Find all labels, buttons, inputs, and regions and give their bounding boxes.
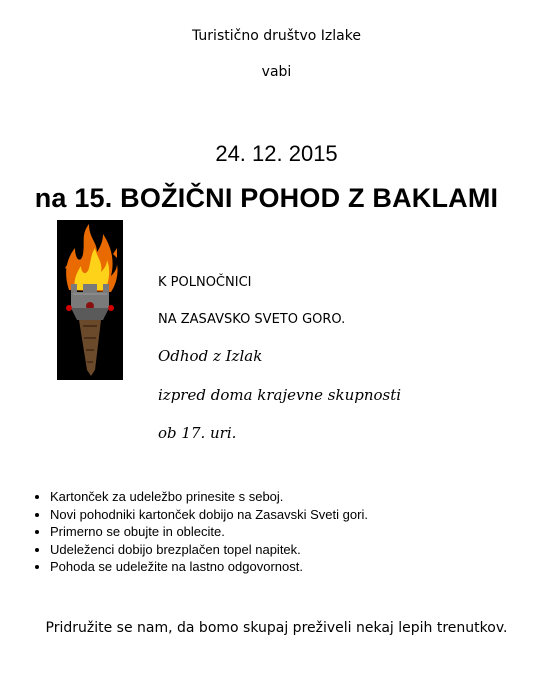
detail-line-departure: Odhod z Izlak <box>158 347 263 365</box>
organization-name: Turistično društvo Izlake <box>192 28 361 44</box>
torch-illustration <box>57 220 123 380</box>
notes-list <box>30 488 368 576</box>
detail-line-destination: NA ZASAVSKO SVETO GORO. <box>158 312 346 327</box>
closing-invitation: Pridružite se nam, da bomo skupaj preživeli nekaj lepih trenutkov. <box>45 620 508 636</box>
detail-line-time: ob 17. uri. <box>158 424 237 442</box>
invites-text: vabi <box>261 64 292 80</box>
list-item: • Kartonček za udeležbo prinesite s seboj. <box>50 488 368 506</box>
list-item: • Udeleženci dobijo brezplačen topel napitek. <box>50 541 368 559</box>
torch-icon <box>57 220 123 380</box>
list-item: • Novi pohodniki kartonček dobijo na Zasavski Sveti gori. <box>50 506 368 524</box>
event-title: na 15. BOŽIČNI POHOD Z BAKLAMI <box>34 183 499 213</box>
detail-line-midnight-mass: K POLNOČNICI <box>158 275 252 290</box>
event-date: 24. 12. 2015 <box>215 141 338 166</box>
detail-line-location: izpred doma krajevne skupnosti <box>158 386 402 404</box>
list-item: • Pohoda se udeležite na lastno odgovornost. <box>50 558 368 576</box>
list-item: • Primerno se obujte in oblecite. <box>50 523 368 541</box>
